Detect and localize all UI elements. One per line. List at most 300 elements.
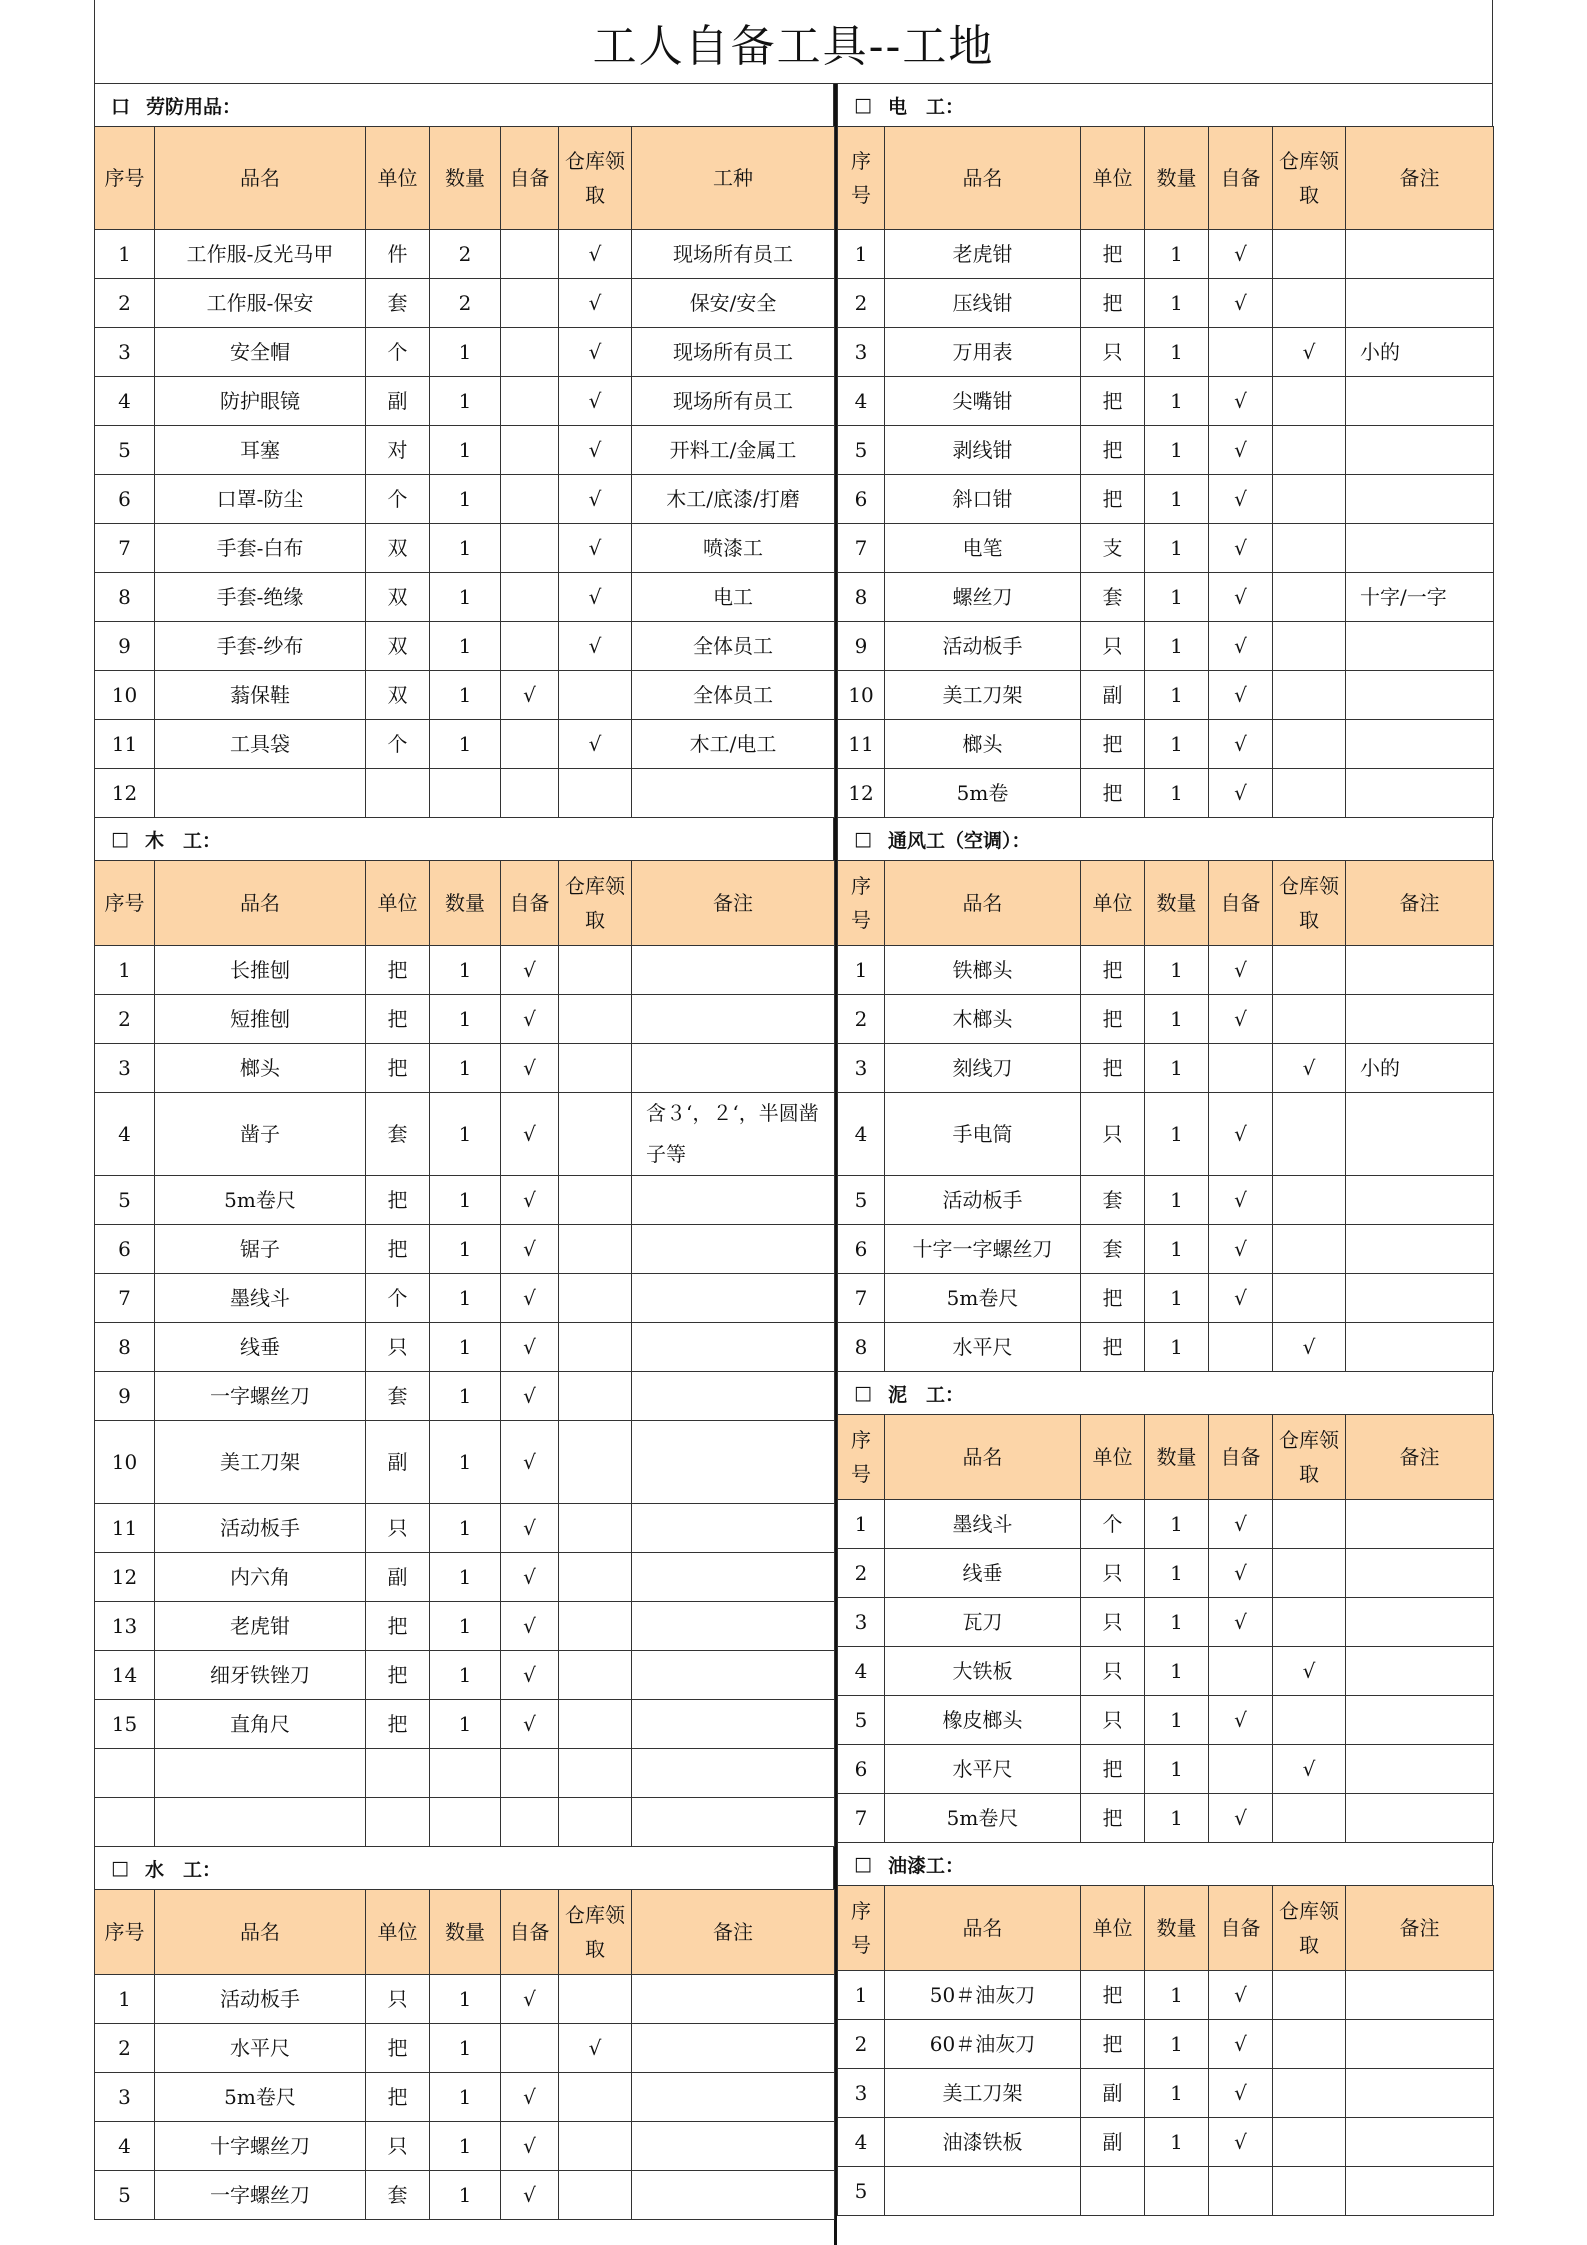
serial-cell: 4 (838, 2118, 885, 2167)
header-unit: 单位 (366, 1890, 430, 1975)
self-provided-cell: √ (501, 1602, 559, 1651)
self-provided-cell: √ (1209, 1225, 1273, 1274)
unit-cell: 把 (1081, 426, 1145, 475)
tool-table-hvac (837, 860, 1494, 1372)
tool-table-electrician (837, 126, 1494, 818)
serial-cell: 3 (95, 1044, 155, 1093)
item-name-cell: 工具袋 (155, 720, 366, 769)
warehouse-cell (1273, 377, 1346, 426)
note-cell (1346, 995, 1494, 1044)
header-item-name: 品名 (885, 861, 1081, 946)
unit-cell: 把 (1081, 769, 1145, 818)
self-provided-cell (501, 426, 559, 475)
self-provided-cell: √ (501, 1372, 559, 1421)
note-cell (1346, 720, 1494, 769)
table-row (838, 622, 1494, 671)
note-cell (632, 1176, 835, 1225)
serial-cell: 3 (838, 1598, 885, 1647)
quantity-cell: 1 (430, 1044, 501, 1093)
header-warehouse: 仓库领取 (1273, 127, 1346, 230)
table-row (95, 1798, 835, 1847)
unit-cell (366, 1798, 430, 1847)
self-provided-cell: √ (1209, 1176, 1273, 1225)
quantity-cell: 1 (1145, 995, 1209, 1044)
note-cell (1346, 1093, 1494, 1176)
unit-cell: 把 (366, 2073, 430, 2122)
left-column (94, 84, 834, 2220)
warehouse-cell (1273, 995, 1346, 1044)
warehouse-cell (1273, 946, 1346, 995)
item-name-cell: 电笔 (885, 524, 1081, 573)
note-cell (1346, 1647, 1494, 1696)
warehouse-cell: √ (559, 377, 632, 426)
unit-cell: 套 (1081, 573, 1145, 622)
item-name-cell: 5m卷尺 (885, 1274, 1081, 1323)
note-cell (1346, 279, 1494, 328)
quantity-cell: 1 (1145, 230, 1209, 279)
note-cell (1346, 1598, 1494, 1647)
quantity-cell: 1 (430, 2122, 501, 2171)
self-provided-cell: √ (1209, 2069, 1273, 2118)
unit-cell: 双 (366, 573, 430, 622)
quantity-cell (430, 769, 501, 818)
self-provided-cell (1209, 328, 1273, 377)
serial-cell: 4 (95, 377, 155, 426)
unit-cell: 把 (366, 995, 430, 1044)
table-row (838, 475, 1494, 524)
item-name-cell: 老虎钳 (155, 1602, 366, 1651)
unit-cell: 把 (1081, 1971, 1145, 2020)
quantity-cell: 1 (1145, 1696, 1209, 1745)
item-name-cell: 橡皮榔头 (885, 1696, 1081, 1745)
table-header-row (95, 861, 835, 946)
unit-cell: 只 (1081, 622, 1145, 671)
table-row (838, 1647, 1494, 1696)
serial-cell: 8 (838, 573, 885, 622)
serial-cell: 15 (95, 1700, 155, 1749)
serial-cell: 8 (95, 1323, 155, 1372)
serial-cell: 4 (838, 1093, 885, 1176)
warehouse-cell (1273, 1598, 1346, 1647)
note-cell (1346, 1794, 1494, 1843)
item-name-cell: 活动板手 (155, 1975, 366, 2024)
warehouse-cell (1273, 2020, 1346, 2069)
table-row (838, 2020, 1494, 2069)
table-row (838, 995, 1494, 1044)
unit-cell: 副 (1081, 2118, 1145, 2167)
item-name-cell: 油漆铁板 (885, 2118, 1081, 2167)
table-row (95, 946, 835, 995)
header-item-name: 品名 (885, 127, 1081, 230)
unit-cell: 把 (1081, 279, 1145, 328)
header-warehouse: 仓库领取 (559, 861, 632, 946)
unit-cell: 把 (366, 1700, 430, 1749)
header-self-provided: 自备 (1209, 861, 1273, 946)
quantity-cell: 1 (1145, 377, 1209, 426)
self-provided-cell: √ (501, 946, 559, 995)
quantity-cell: 1 (430, 720, 501, 769)
item-name-cell (155, 1749, 366, 1798)
item-name-cell (155, 1798, 366, 1847)
unit-cell: 套 (366, 1093, 430, 1176)
item-name-cell: 一字螺丝刀 (155, 1372, 366, 1421)
table-row (838, 328, 1494, 377)
note-cell (632, 1274, 835, 1323)
self-provided-cell (501, 2024, 559, 2073)
table-row (95, 2073, 835, 2122)
table-row (95, 622, 835, 671)
warehouse-cell (1273, 524, 1346, 573)
quantity-cell: 1 (430, 1421, 501, 1504)
serial-cell: 4 (95, 1093, 155, 1176)
item-name-cell: 瓦刀 (885, 1598, 1081, 1647)
serial-cell: 1 (838, 230, 885, 279)
self-provided-cell (501, 720, 559, 769)
self-provided-cell: √ (1209, 1696, 1273, 1745)
self-provided-cell: √ (501, 2171, 559, 2220)
note-cell (1346, 2020, 1494, 2069)
item-name-cell (885, 2167, 1081, 2216)
note-cell (632, 2073, 835, 2122)
note-cell (1346, 1549, 1494, 1598)
unit-cell: 把 (366, 946, 430, 995)
self-provided-cell (501, 328, 559, 377)
note-cell (1346, 946, 1494, 995)
header-serial: 序号 (838, 127, 885, 230)
quantity-cell: 1 (430, 2024, 501, 2073)
warehouse-cell (1273, 1971, 1346, 2020)
serial-cell: 5 (838, 2167, 885, 2216)
serial-cell (95, 1749, 155, 1798)
warehouse-cell (559, 1602, 632, 1651)
note-cell (1346, 1323, 1494, 1372)
note-cell (1346, 1500, 1494, 1549)
self-provided-cell (1209, 1647, 1273, 1696)
note-cell: 木工/底漆/打磨 (632, 475, 835, 524)
note-cell (632, 1044, 835, 1093)
table-row (95, 573, 835, 622)
self-provided-cell: √ (501, 1044, 559, 1093)
item-name-cell: 墨线斗 (885, 1500, 1081, 1549)
tool-table-painter (837, 1885, 1494, 2216)
warehouse-cell (1273, 2118, 1346, 2167)
tool-table-mason (837, 1414, 1494, 1843)
unit-cell: 套 (1081, 1225, 1145, 1274)
self-provided-cell (1209, 2167, 1273, 2216)
self-provided-cell: √ (501, 2073, 559, 2122)
unit-cell: 把 (1081, 230, 1145, 279)
serial-cell: 3 (838, 2069, 885, 2118)
serial-cell: 2 (838, 1549, 885, 1598)
quantity-cell: 1 (430, 426, 501, 475)
quantity-cell: 1 (1145, 1598, 1209, 1647)
quantity-cell: 1 (430, 1093, 501, 1176)
table-row (838, 671, 1494, 720)
quantity-cell: 1 (1145, 1225, 1209, 1274)
serial-cell: 1 (95, 1975, 155, 2024)
table-row (838, 1696, 1494, 1745)
warehouse-cell (1273, 1093, 1346, 1176)
item-name-cell: 老虎钳 (885, 230, 1081, 279)
item-name-cell: 5m卷尺 (885, 1794, 1081, 1843)
warehouse-cell: √ (559, 230, 632, 279)
header-self-provided: 自备 (501, 1890, 559, 1975)
note-cell (1346, 622, 1494, 671)
item-name-cell: 活动板手 (885, 1176, 1081, 1225)
self-provided-cell: √ (1209, 524, 1273, 573)
self-provided-cell (501, 622, 559, 671)
serial-cell: 1 (838, 1500, 885, 1549)
quantity-cell: 1 (1145, 2069, 1209, 2118)
table-row (95, 1504, 835, 1553)
serial-cell: 4 (95, 2122, 155, 2171)
quantity-cell: 1 (430, 1176, 501, 1225)
note-cell (1346, 230, 1494, 279)
unit-cell: 把 (1081, 946, 1145, 995)
warehouse-cell: √ (1273, 1647, 1346, 1696)
header-note: 工种 (632, 127, 835, 230)
serial-cell: 2 (838, 279, 885, 328)
note-cell: 现场所有员工 (632, 328, 835, 377)
warehouse-cell (1273, 2167, 1346, 2216)
unit-cell: 只 (366, 1323, 430, 1372)
table-row (95, 1421, 835, 1504)
self-provided-cell: √ (1209, 1971, 1273, 2020)
header-item-name: 品名 (155, 861, 366, 946)
section-marker: □ (111, 828, 129, 850)
warehouse-cell (559, 1323, 632, 1372)
serial-cell: 7 (95, 524, 155, 573)
table-row (95, 1176, 835, 1225)
warehouse-cell (1273, 720, 1346, 769)
header-warehouse: 仓库领取 (1273, 861, 1346, 946)
item-name-cell: 锯子 (155, 1225, 366, 1274)
quantity-cell: 1 (430, 995, 501, 1044)
self-provided-cell: √ (1209, 377, 1273, 426)
section-heading-plumber (94, 1847, 834, 1889)
quantity-cell: 1 (1145, 2118, 1209, 2167)
table-row (95, 2122, 835, 2171)
quantity-cell: 1 (430, 328, 501, 377)
serial-cell: 12 (95, 1553, 155, 1602)
unit-cell: 把 (1081, 1323, 1145, 1372)
note-cell: 小的 (1346, 328, 1494, 377)
serial-cell: 13 (95, 1602, 155, 1651)
unit-cell: 把 (1081, 1745, 1145, 1794)
header-unit: 单位 (1081, 127, 1145, 230)
item-name-cell: 内六角 (155, 1553, 366, 1602)
serial-cell: 1 (838, 946, 885, 995)
quantity-cell: 1 (430, 573, 501, 622)
note-cell: 电工 (632, 573, 835, 622)
warehouse-cell (1273, 671, 1346, 720)
unit-cell: 个 (366, 328, 430, 377)
quantity-cell: 1 (430, 622, 501, 671)
note-cell (1346, 1971, 1494, 2020)
unit-cell: 副 (1081, 671, 1145, 720)
serial-cell: 3 (95, 2073, 155, 2122)
warehouse-cell: √ (559, 426, 632, 475)
self-provided-cell: √ (1209, 2118, 1273, 2167)
table-header-row (95, 127, 835, 230)
note-cell (632, 2024, 835, 2073)
self-provided-cell: √ (1209, 279, 1273, 328)
note-cell (1346, 2118, 1494, 2167)
serial-cell: 8 (838, 1323, 885, 1372)
item-name-cell: 刻线刀 (885, 1044, 1081, 1093)
serial-cell: 2 (95, 2024, 155, 2073)
quantity-cell: 1 (1145, 946, 1209, 995)
self-provided-cell: √ (1209, 1794, 1273, 1843)
serial-cell: 6 (838, 1225, 885, 1274)
unit-cell (366, 1749, 430, 1798)
serial-cell: 10 (95, 1421, 155, 1504)
unit-cell: 双 (366, 524, 430, 573)
header-item-name: 品名 (155, 127, 366, 230)
item-name-cell: 墨线斗 (155, 1274, 366, 1323)
quantity-cell: 1 (1145, 1176, 1209, 1225)
quantity-cell: 1 (1145, 426, 1209, 475)
warehouse-cell (559, 1044, 632, 1093)
header-serial: 序号 (838, 1415, 885, 1500)
table-row (838, 230, 1494, 279)
self-provided-cell: √ (1209, 995, 1273, 1044)
table-row (838, 2069, 1494, 2118)
note-cell: 喷漆工 (632, 524, 835, 573)
table-row (838, 279, 1494, 328)
header-self-provided: 自备 (1209, 1415, 1273, 1500)
header-item-name: 品名 (885, 1886, 1081, 1971)
table-row (838, 946, 1494, 995)
self-provided-cell (501, 475, 559, 524)
quantity-cell: 1 (430, 1323, 501, 1372)
note-cell (632, 2122, 835, 2171)
note-cell (632, 1700, 835, 1749)
quantity-cell: 1 (1145, 1647, 1209, 1696)
warehouse-cell: √ (559, 2024, 632, 2073)
table-row (838, 1549, 1494, 1598)
warehouse-cell (559, 1700, 632, 1749)
quantity-cell: 1 (1145, 1745, 1209, 1794)
self-provided-cell: √ (1209, 230, 1273, 279)
quantity-cell: 1 (430, 524, 501, 573)
warehouse-cell (559, 946, 632, 995)
unit-cell: 套 (366, 2171, 430, 2220)
table-row (95, 524, 835, 573)
self-provided-cell: √ (1209, 671, 1273, 720)
warehouse-cell (1273, 1500, 1346, 1549)
item-name-cell: 直角尺 (155, 1700, 366, 1749)
header-unit: 单位 (1081, 1886, 1145, 1971)
note-cell (632, 1749, 835, 1798)
item-name-cell: 木榔头 (885, 995, 1081, 1044)
serial-cell: 9 (95, 1372, 155, 1421)
note-cell (632, 1553, 835, 1602)
item-name-cell: 活动板手 (885, 622, 1081, 671)
table-row (838, 426, 1494, 475)
warehouse-cell (559, 1372, 632, 1421)
note-cell (632, 769, 835, 818)
header-unit: 单位 (1081, 861, 1145, 946)
table-row (95, 426, 835, 475)
item-name-cell: 手套-绝缘 (155, 573, 366, 622)
item-name-cell: 万用表 (885, 328, 1081, 377)
serial-cell (95, 1798, 155, 1847)
self-provided-cell: √ (501, 1176, 559, 1225)
table-row (838, 2118, 1494, 2167)
table-row (838, 1745, 1494, 1794)
serial-cell: 5 (95, 426, 155, 475)
self-provided-cell: √ (1209, 426, 1273, 475)
table-row (95, 1749, 835, 1798)
item-name-cell: 安全帽 (155, 328, 366, 377)
self-provided-cell: √ (501, 1421, 559, 1504)
header-self-provided: 自备 (1209, 127, 1273, 230)
table-row (838, 720, 1494, 769)
unit-cell: 把 (1081, 475, 1145, 524)
table-row (838, 1274, 1494, 1323)
self-provided-cell (501, 279, 559, 328)
self-provided-cell (1209, 1745, 1273, 1794)
item-name-cell: 5m卷尺 (155, 1176, 366, 1225)
self-provided-cell: √ (501, 1504, 559, 1553)
quantity-cell (430, 1798, 501, 1847)
note-cell (1346, 2069, 1494, 2118)
self-provided-cell: √ (501, 671, 559, 720)
unit-cell (366, 769, 430, 818)
serial-cell: 5 (95, 1176, 155, 1225)
unit-cell: 双 (366, 671, 430, 720)
note-cell (632, 1504, 835, 1553)
serial-cell: 7 (838, 524, 885, 573)
header-quantity: 数量 (1145, 1886, 1209, 1971)
warehouse-cell (1273, 1794, 1346, 1843)
quantity-cell: 1 (430, 1225, 501, 1274)
serial-cell: 1 (838, 1971, 885, 2020)
unit-cell: 套 (1081, 1176, 1145, 1225)
item-name-cell: 剥线钳 (885, 426, 1081, 475)
note-cell: 全体员工 (632, 622, 835, 671)
quantity-cell: 1 (430, 1651, 501, 1700)
self-provided-cell: √ (1209, 769, 1273, 818)
note-cell (632, 1651, 835, 1700)
header-warehouse: 仓库领取 (559, 127, 632, 230)
item-name-cell: 美工刀架 (885, 671, 1081, 720)
table-row (95, 720, 835, 769)
serial-cell: 8 (95, 573, 155, 622)
serial-cell: 7 (838, 1274, 885, 1323)
quantity-cell: 1 (430, 1553, 501, 1602)
table-row (838, 1323, 1494, 1372)
item-name-cell (155, 769, 366, 818)
table-row (95, 1602, 835, 1651)
serial-cell: 4 (838, 377, 885, 426)
header-warehouse: 仓库领取 (1273, 1886, 1346, 1971)
table-row (838, 1093, 1494, 1176)
header-self-provided: 自备 (1209, 1886, 1273, 1971)
serial-cell: 3 (95, 328, 155, 377)
table-row (838, 1225, 1494, 1274)
quantity-cell: 1 (1145, 1794, 1209, 1843)
serial-cell: 10 (95, 671, 155, 720)
unit-cell: 只 (1081, 1647, 1145, 1696)
self-provided-cell (501, 524, 559, 573)
header-unit: 单位 (1081, 1415, 1145, 1500)
item-name-cell: 美工刀架 (885, 2069, 1081, 2118)
item-name-cell: 工作服-反光马甲 (155, 230, 366, 279)
note-cell (1346, 769, 1494, 818)
page-title: 工人自备工具--工地 (94, 0, 1493, 84)
